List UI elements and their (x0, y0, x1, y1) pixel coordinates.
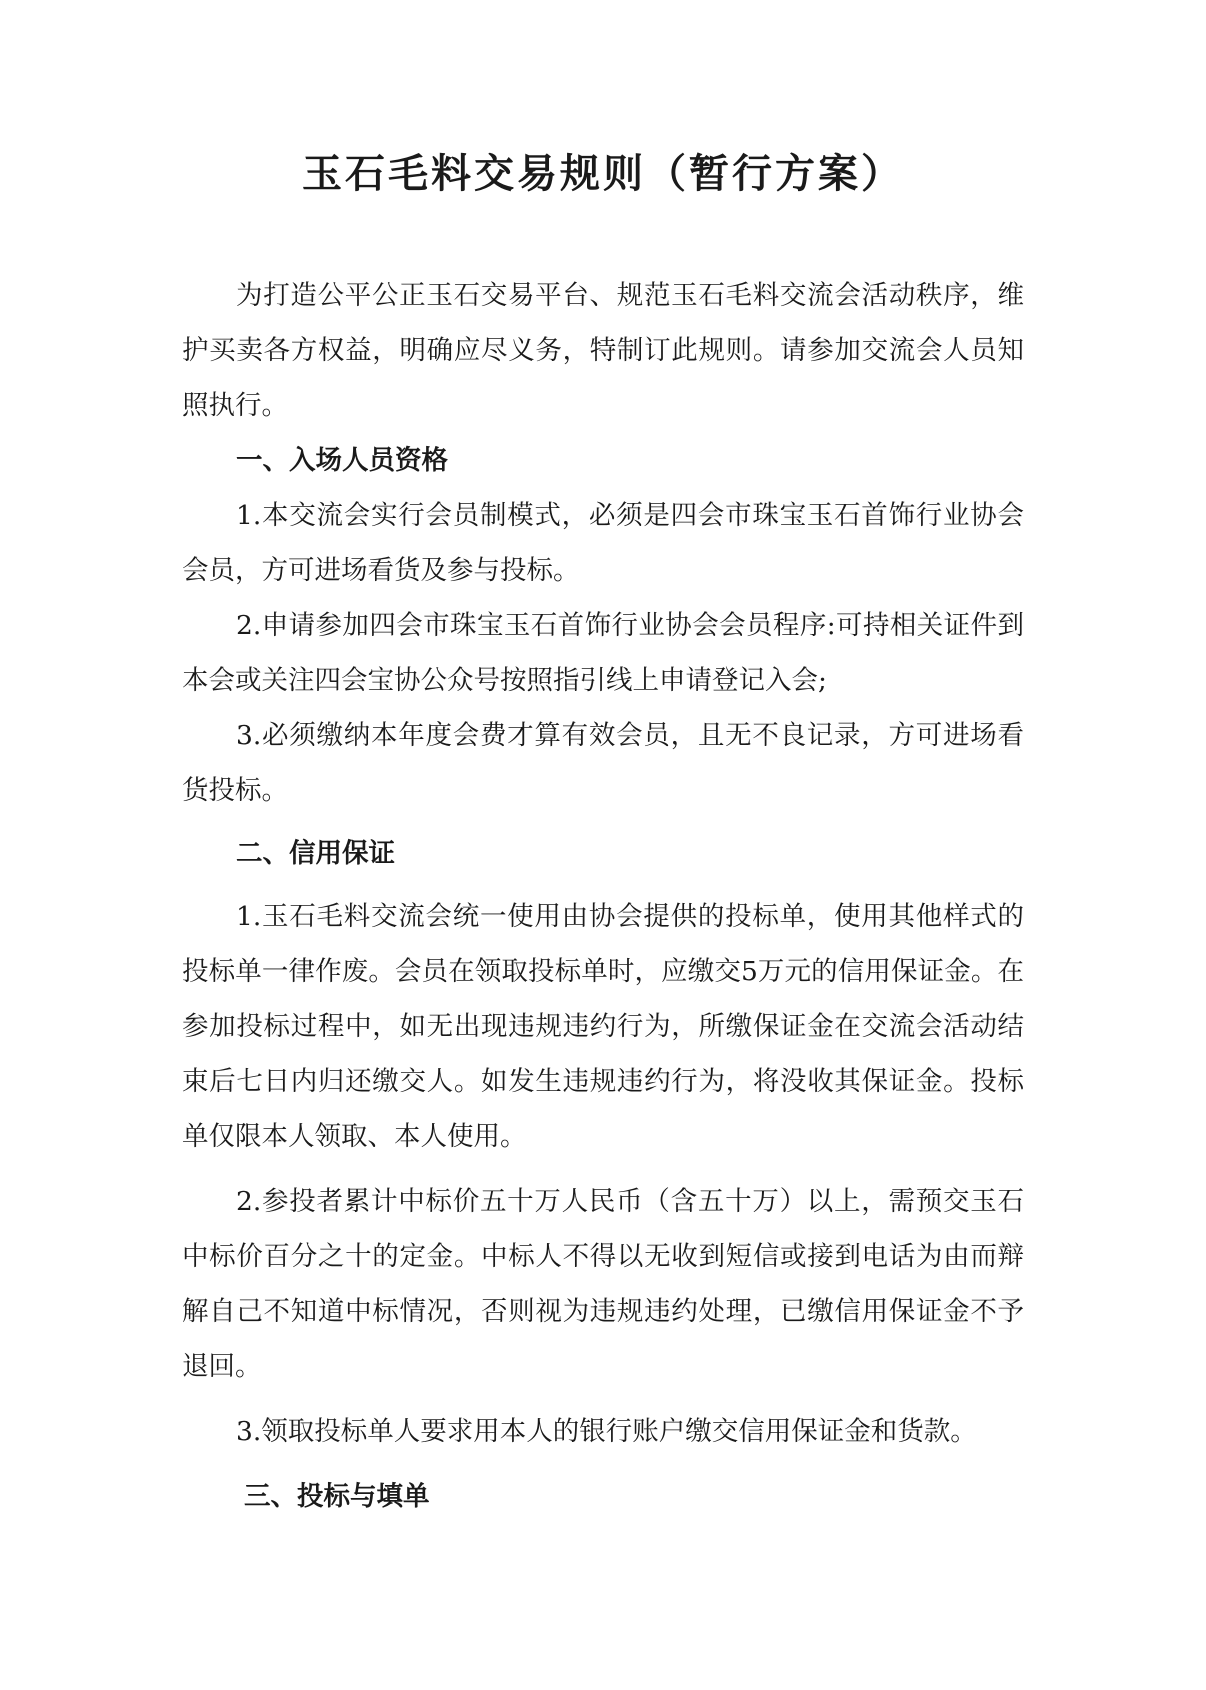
eligibility-item-3: 3.必须缴纳本年度会费才算有效会员，且无不良记录，方可进场看货投标。 (182, 720, 1024, 806)
credit-item-2: 2.参投者累计中标价五十万人民币（含五十万）以上，需预交玉石中标价百分之十的定金。中标人不得以无收到短信或接到电话为由而辩解自己不知道中标情况，否则视为违规违约处理，已缴信用保证金不予退回。 (182, 1186, 1024, 1382)
document-title: 玉石毛料交易规则（暂行方案） (302, 150, 904, 197)
intro-paragraph: 为打造公平公正玉石交易平台、规范玉石毛料交流会活动秩序，维护买卖各方权益，明确应尽义务，特制订此规则。请参加交流会人员知照执行。 (182, 280, 1024, 421)
eligibility-item-1: 1.本交流会实行会员制模式，必须是四会市珠宝玉石首饰行业协会会员，方可进场看货及参与投标。 (182, 500, 1024, 586)
eligibility-item-2: 2.申请参加四会市珠宝玉石首饰行业协会会员程序:可持相关证件到本会或关注四会宝协公众号按照指引线上申请登记入会; (182, 610, 1024, 696)
section-heading-credit: 二、信用保证 (236, 838, 395, 869)
section-heading-bidding: 三、投标与填单 (244, 1481, 430, 1512)
document-body (182, 268, 1024, 1524)
credit-item-1: 1.玉石毛料交流会统一使用由协会提供的投标单，使用其他样式的投标单一律作废。会员在领取投标单时，应缴交5万元的信用保证金。在参加投标过程中，如无出现违规违约行为，所缴保证金在交流会活动结束后七日内归还缴交人。如发生违规违约行为，将没收其保证金。投标单仅限本人领取、本人使用。 (182, 901, 1024, 1152)
section-heading-eligibility: 一、入场人员资格 (236, 445, 448, 476)
credit-item-3: 3.领取投标单人要求用本人的银行账户缴交信用保证金和货款。 (236, 1416, 977, 1447)
